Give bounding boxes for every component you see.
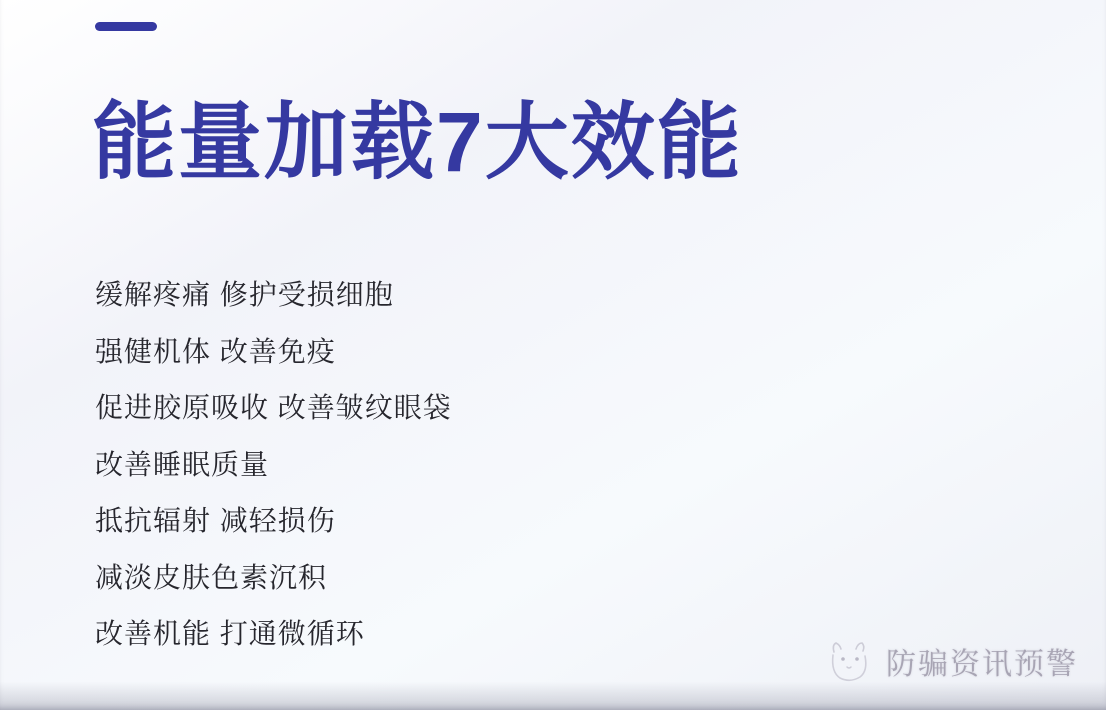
benefit-item: 减淡皮肤色素沉积 [95, 561, 328, 593]
benefit-item: 改善机能 打通微循环 [95, 618, 365, 649]
benefits-list [95, 267, 452, 663]
benefit-item: 缓解疼痛 修护受损细胞 [95, 279, 394, 310]
cat-face-icon [826, 638, 872, 684]
benefit-item: 强健机体 改善免疫 [95, 335, 336, 367]
benefit-item: 改善睡眠质量 [95, 448, 270, 480]
watermark [826, 638, 1078, 684]
watermark-text: 防骗资讯预警 [886, 648, 1078, 681]
benefit-item: 抵抗辐射 减轻损伤 [95, 505, 336, 536]
accent-dash [95, 22, 157, 31]
page-title: 能量加载7大效能 [92, 95, 743, 189]
benefit-item: 促进胶原吸收 改善皱纹眼袋 [95, 392, 452, 423]
